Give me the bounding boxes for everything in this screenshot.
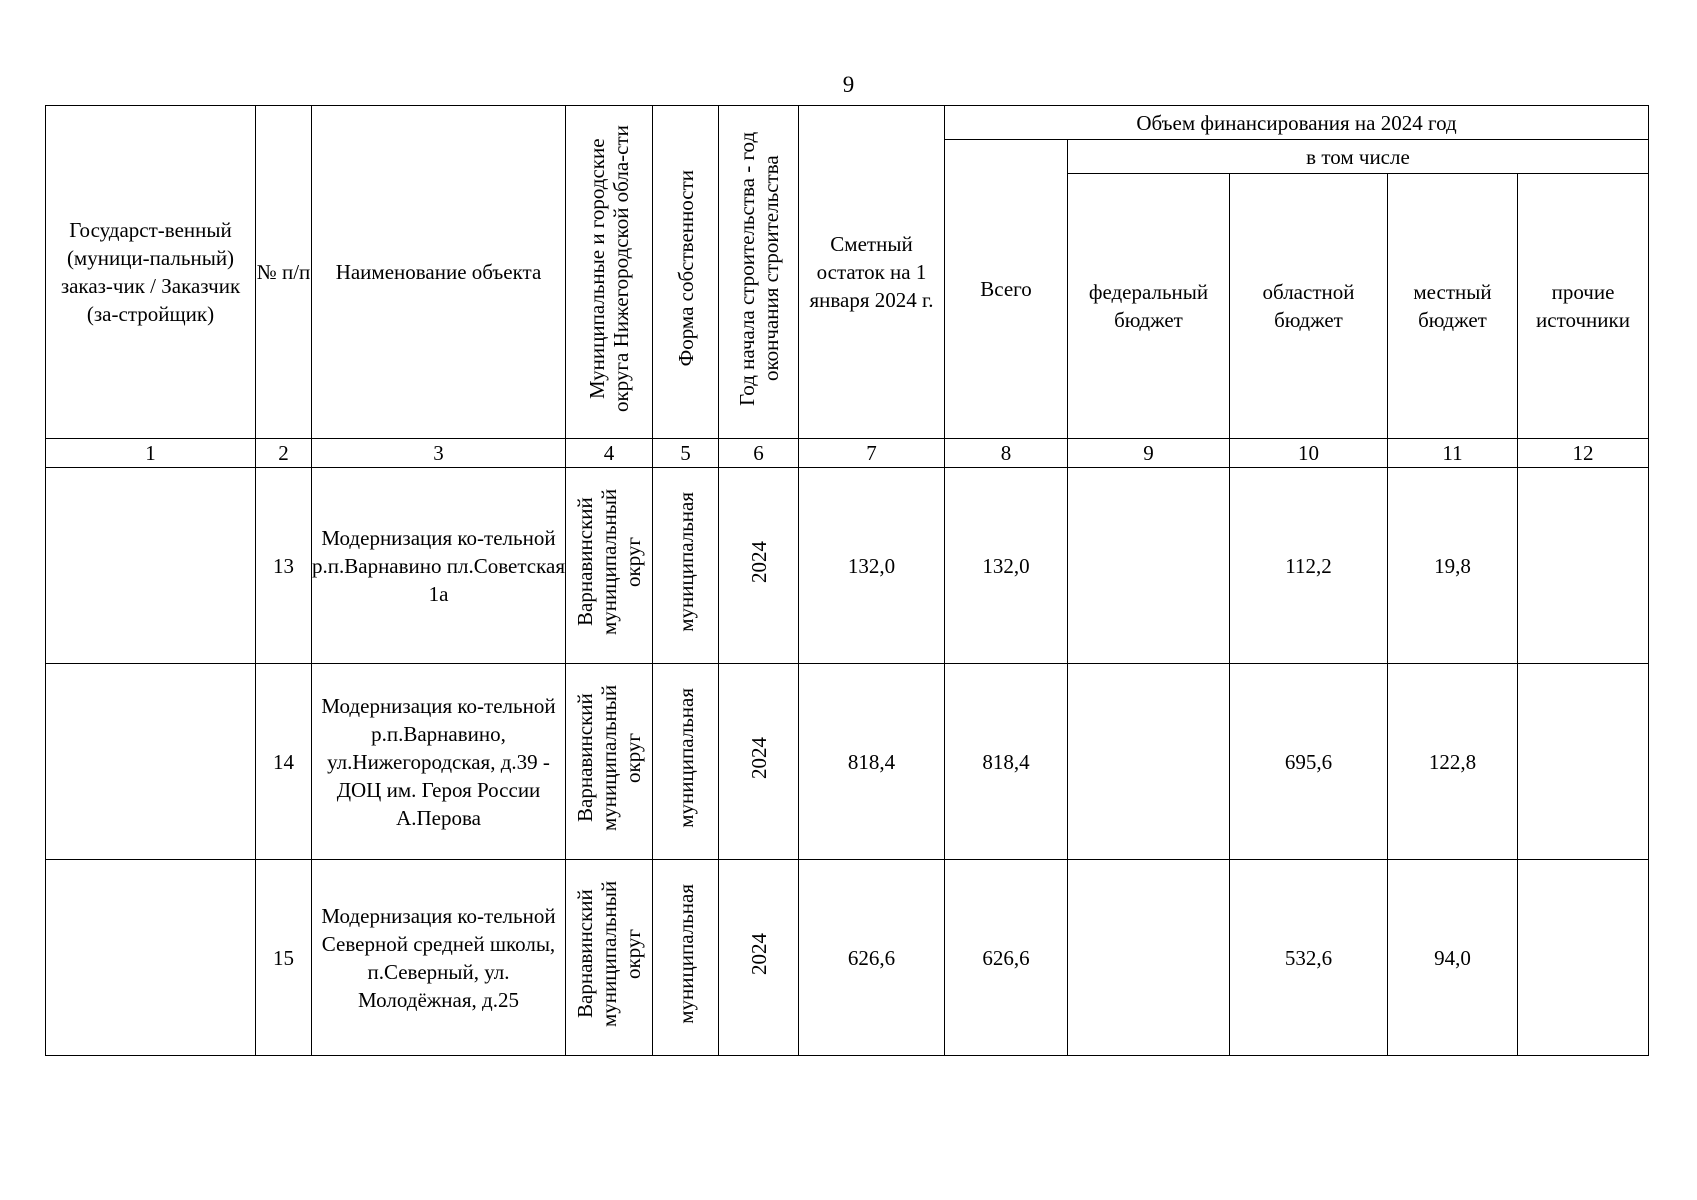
cell-local: 94,0 — [1388, 860, 1518, 1056]
cell-other — [1518, 468, 1649, 664]
header-object-name — [312, 106, 566, 439]
column-number: 10 — [1230, 439, 1388, 468]
header-funding-title — [945, 106, 1649, 140]
cell-ownership — [653, 664, 719, 860]
header-customer — [46, 106, 256, 439]
cell-municipality-text: Варнавинский муниципальный округ — [573, 684, 645, 832]
header-ownership — [653, 106, 719, 439]
header-years — [719, 106, 799, 439]
cell-object-name: Модернизация ко-тельной Северной средней школы, п.Северный, ул. Молодёжная, д.25 — [312, 860, 566, 1056]
cell-ownership — [653, 860, 719, 1056]
header-number — [256, 106, 312, 439]
header-municipality-text: Муниципальные и городские округа Нижегородской обла-сти — [585, 125, 633, 412]
header-municipality — [566, 106, 653, 439]
page-number: 9 — [842, 72, 855, 97]
cell-estimate: 818,4 — [799, 664, 945, 860]
cell-ownership — [653, 468, 719, 664]
column-number: 2 — [256, 439, 312, 468]
cell-customer — [46, 664, 256, 860]
cell-years-text: 2024 — [746, 541, 771, 583]
cell-local: 19,8 — [1388, 468, 1518, 664]
cell-estimate: 626,6 — [799, 860, 945, 1056]
column-number: 8 — [945, 439, 1068, 468]
cell-federal — [1068, 860, 1230, 1056]
cell-object-name: Модернизация ко-тельной р.п.Варнавино, ул.Нижегородская, д.39 - ДОЦ им. Героя России А.Перова — [312, 664, 566, 860]
column-number: 7 — [799, 439, 945, 468]
cell-estimate: 132,0 — [799, 468, 945, 664]
header-other-text: прочие источники — [1536, 280, 1630, 332]
header-federal-text: федеральный бюджет — [1088, 280, 1209, 332]
header-total — [945, 140, 1068, 439]
header-ownership-text: Форма собственности — [673, 170, 698, 367]
cell-number: 15 — [256, 860, 312, 1056]
cell-years — [719, 468, 799, 664]
cell-municipality — [566, 664, 653, 860]
header-number-text: № п/п — [256, 260, 311, 284]
header-customer-text: Государст-венный (муници-пальный) заказ-чик / Заказчик (за-стройщик) — [60, 218, 241, 326]
column-number-row — [46, 439, 1649, 468]
cell-municipality-text: Варнавинский муниципальный округ — [573, 488, 645, 636]
header-regional-text: областной бюджет — [1262, 280, 1355, 332]
cell-other — [1518, 860, 1649, 1056]
cell-local: 122,8 — [1388, 664, 1518, 860]
cell-total: 132,0 — [945, 468, 1068, 664]
cell-years-text: 2024 — [746, 737, 771, 779]
column-number: 4 — [566, 439, 653, 468]
table-row — [46, 468, 1649, 664]
cell-ownership-text: муниципальная — [673, 492, 698, 632]
cell-municipality — [566, 468, 653, 664]
header-local-text: местный бюджет — [1413, 280, 1492, 332]
header-federal — [1068, 174, 1230, 439]
cell-municipality-text: Варнавинский муниципальный округ — [573, 880, 645, 1028]
cell-customer — [46, 468, 256, 664]
header-local — [1388, 174, 1518, 439]
column-number: 3 — [312, 439, 566, 468]
header-object-name-text: Наименование объекта — [335, 260, 542, 284]
header-estimate — [799, 106, 945, 439]
cell-regional: 112,2 — [1230, 468, 1388, 664]
header-other — [1518, 174, 1649, 439]
cell-customer — [46, 860, 256, 1056]
cell-years — [719, 664, 799, 860]
cell-municipality — [566, 860, 653, 1056]
table-body — [46, 468, 1649, 1056]
cell-number: 14 — [256, 664, 312, 860]
header-years-text: Год начала строительства - год окончания строительства — [734, 131, 783, 406]
cell-years-text: 2024 — [746, 933, 771, 975]
header-including-text: в том числе — [1306, 144, 1410, 169]
header-including — [1068, 140, 1649, 174]
cell-federal — [1068, 468, 1230, 664]
cell-regional: 532,6 — [1230, 860, 1388, 1056]
cell-number: 13 — [256, 468, 312, 664]
column-number: 6 — [719, 439, 799, 468]
cell-total: 626,6 — [945, 860, 1068, 1056]
table-row — [46, 664, 1649, 860]
column-number: 1 — [46, 439, 256, 468]
cell-regional: 695,6 — [1230, 664, 1388, 860]
financing-table — [45, 105, 1649, 1056]
table-header — [46, 106, 1649, 468]
column-number: 9 — [1068, 439, 1230, 468]
header-total-text: Всего — [980, 277, 1032, 301]
column-number: 11 — [1388, 439, 1518, 468]
column-number: 5 — [653, 439, 719, 468]
cell-years — [719, 860, 799, 1056]
table-row — [46, 860, 1649, 1056]
cell-ownership-text: муниципальная — [673, 884, 698, 1024]
cell-federal — [1068, 664, 1230, 860]
column-number: 12 — [1518, 439, 1649, 468]
cell-other — [1518, 664, 1649, 860]
cell-ownership-text: муниципальная — [673, 688, 698, 828]
header-estimate-text: Сметный остаток на 1 января 2024 г. — [809, 232, 934, 312]
header-regional — [1230, 174, 1388, 439]
header-funding-title-text: Объем финансирования на 2024 год — [1136, 110, 1457, 135]
cell-total: 818,4 — [945, 664, 1068, 860]
cell-object-name: Модернизация ко-тельной р.п.Варнавино пл.Советская 1а — [312, 468, 566, 664]
